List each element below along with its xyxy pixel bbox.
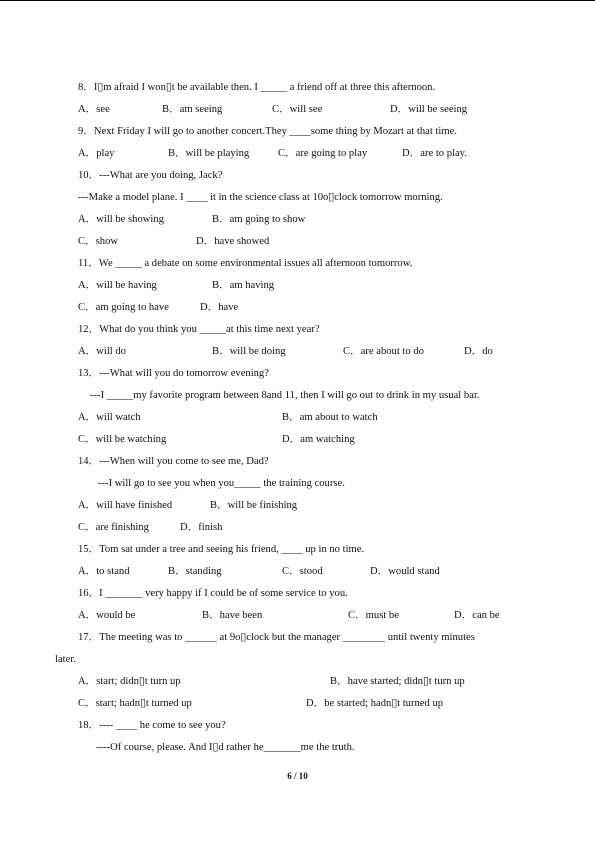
q13-option-c: C．will be watching xyxy=(78,434,167,445)
q10-option-c: C．show xyxy=(78,236,119,247)
q10-option-d: D．have showed xyxy=(196,236,270,247)
question-10-stem-reply: ---Make a model plane. I ____ it in the science class at 10o▯clock tomorrow morning. xyxy=(78,192,443,203)
q8-option-d: D．will be seeing xyxy=(390,104,468,115)
question-15-stem: 15．Tom sat under a tree and seeing his friend, ____ up in no time. xyxy=(78,544,365,555)
q11-option-d: D．have xyxy=(200,302,239,313)
question-13-stem: 13．---What will you do tomorrow evening? xyxy=(78,368,269,379)
question-16-stem: 16．I _______ very happy if I could be of some service to you. xyxy=(78,588,348,599)
q15-option-c: C．stood xyxy=(282,566,323,577)
q12-option-d: D．do xyxy=(464,346,493,357)
q17-option-d: D．be started; hadn▯t turned up xyxy=(306,698,444,709)
q10-option-b: B．am going to show xyxy=(212,214,306,225)
q9-option-a: A．play xyxy=(78,148,115,159)
question-14-stem-reply: ---I will go to see you when you_____ the training course. xyxy=(98,478,345,489)
question-9-stem: 9．Next Friday I will go to another concert.They ____some thing by Mozart at that time. xyxy=(78,126,457,137)
q15-option-a: A．to stand xyxy=(78,566,130,577)
q9-option-d: D．are to play. xyxy=(402,148,467,159)
q9-option-b: B．will be playing xyxy=(168,148,250,159)
q17-option-c: C．start; hadn▯t turned up xyxy=(78,698,192,709)
question-17-stem-continued: later. xyxy=(55,654,76,665)
q14-option-a: A．will have finished xyxy=(78,500,173,511)
q11-option-b: B．am having xyxy=(212,280,275,291)
question-8-stem: 8．I▯m afraid I won▯t be available then. I _____ a friend off at three this afternoon. xyxy=(78,82,436,93)
q16-option-a: A．would be xyxy=(78,610,136,621)
q9-option-c: C．are going to play xyxy=(278,148,368,159)
q12-option-a: A．will do xyxy=(78,346,126,357)
question-17-stem: 17．The meeting was to ______ at 9o▯clock but the manager ________ until twenty minutes xyxy=(78,632,475,643)
q10-option-a: A．will be showing xyxy=(78,214,164,225)
question-13-stem-reply: ---I _____my favorite program between 8and 11, then I will go out to drink in my usual bar. xyxy=(90,390,480,401)
q12-option-b: B．will be doing xyxy=(212,346,286,357)
q11-option-a: A．will be having xyxy=(78,280,157,291)
question-12-stem: 12．What do you think you _____at this time next year? xyxy=(78,324,320,335)
question-18-stem: 18．---- ____ he come to see you? xyxy=(78,720,226,731)
question-11-stem: 11．We _____ a debate on some environmental issues all afternoon tomorrow. xyxy=(78,258,413,269)
question-18-stem-reply: ----Of course, please. And I▯d rather he_______me the truth. xyxy=(96,742,355,753)
q14-option-d: D．finish xyxy=(180,522,223,533)
q11-option-c: C．am going to have xyxy=(78,302,169,313)
q13-option-b: B．am about to watch xyxy=(282,412,378,423)
q15-option-d: D．would stand xyxy=(370,566,440,577)
question-10-stem: 10．---What are you doing, Jack? xyxy=(78,170,223,181)
q13-option-d: D．am watching xyxy=(282,434,355,445)
q17-option-a: A．start; didn▯t turn up xyxy=(78,676,181,687)
q14-option-b: B．will be finishing xyxy=(210,500,298,511)
page-number: 6 / 10 xyxy=(287,771,308,781)
q8-option-b: B．am seeing xyxy=(162,104,223,115)
q16-option-c: C．must be xyxy=(348,610,399,621)
header-rule xyxy=(0,0,595,1)
q12-option-c: C．are about to do xyxy=(343,346,424,357)
q13-option-a: A．will watch xyxy=(78,412,141,423)
q14-option-c: C．are finishing xyxy=(78,522,149,533)
q8-option-c: C．will see xyxy=(272,104,323,115)
question-14-stem: 14．---When will you come to see me, Dad? xyxy=(78,456,269,467)
q15-option-b: B．standing xyxy=(168,566,222,577)
q17-option-b: B．have started; didn▯t turn up xyxy=(330,676,465,687)
q16-option-d: D．can be xyxy=(454,610,500,621)
q16-option-b: B．have been xyxy=(202,610,263,621)
q8-option-a: A．see xyxy=(78,104,110,115)
